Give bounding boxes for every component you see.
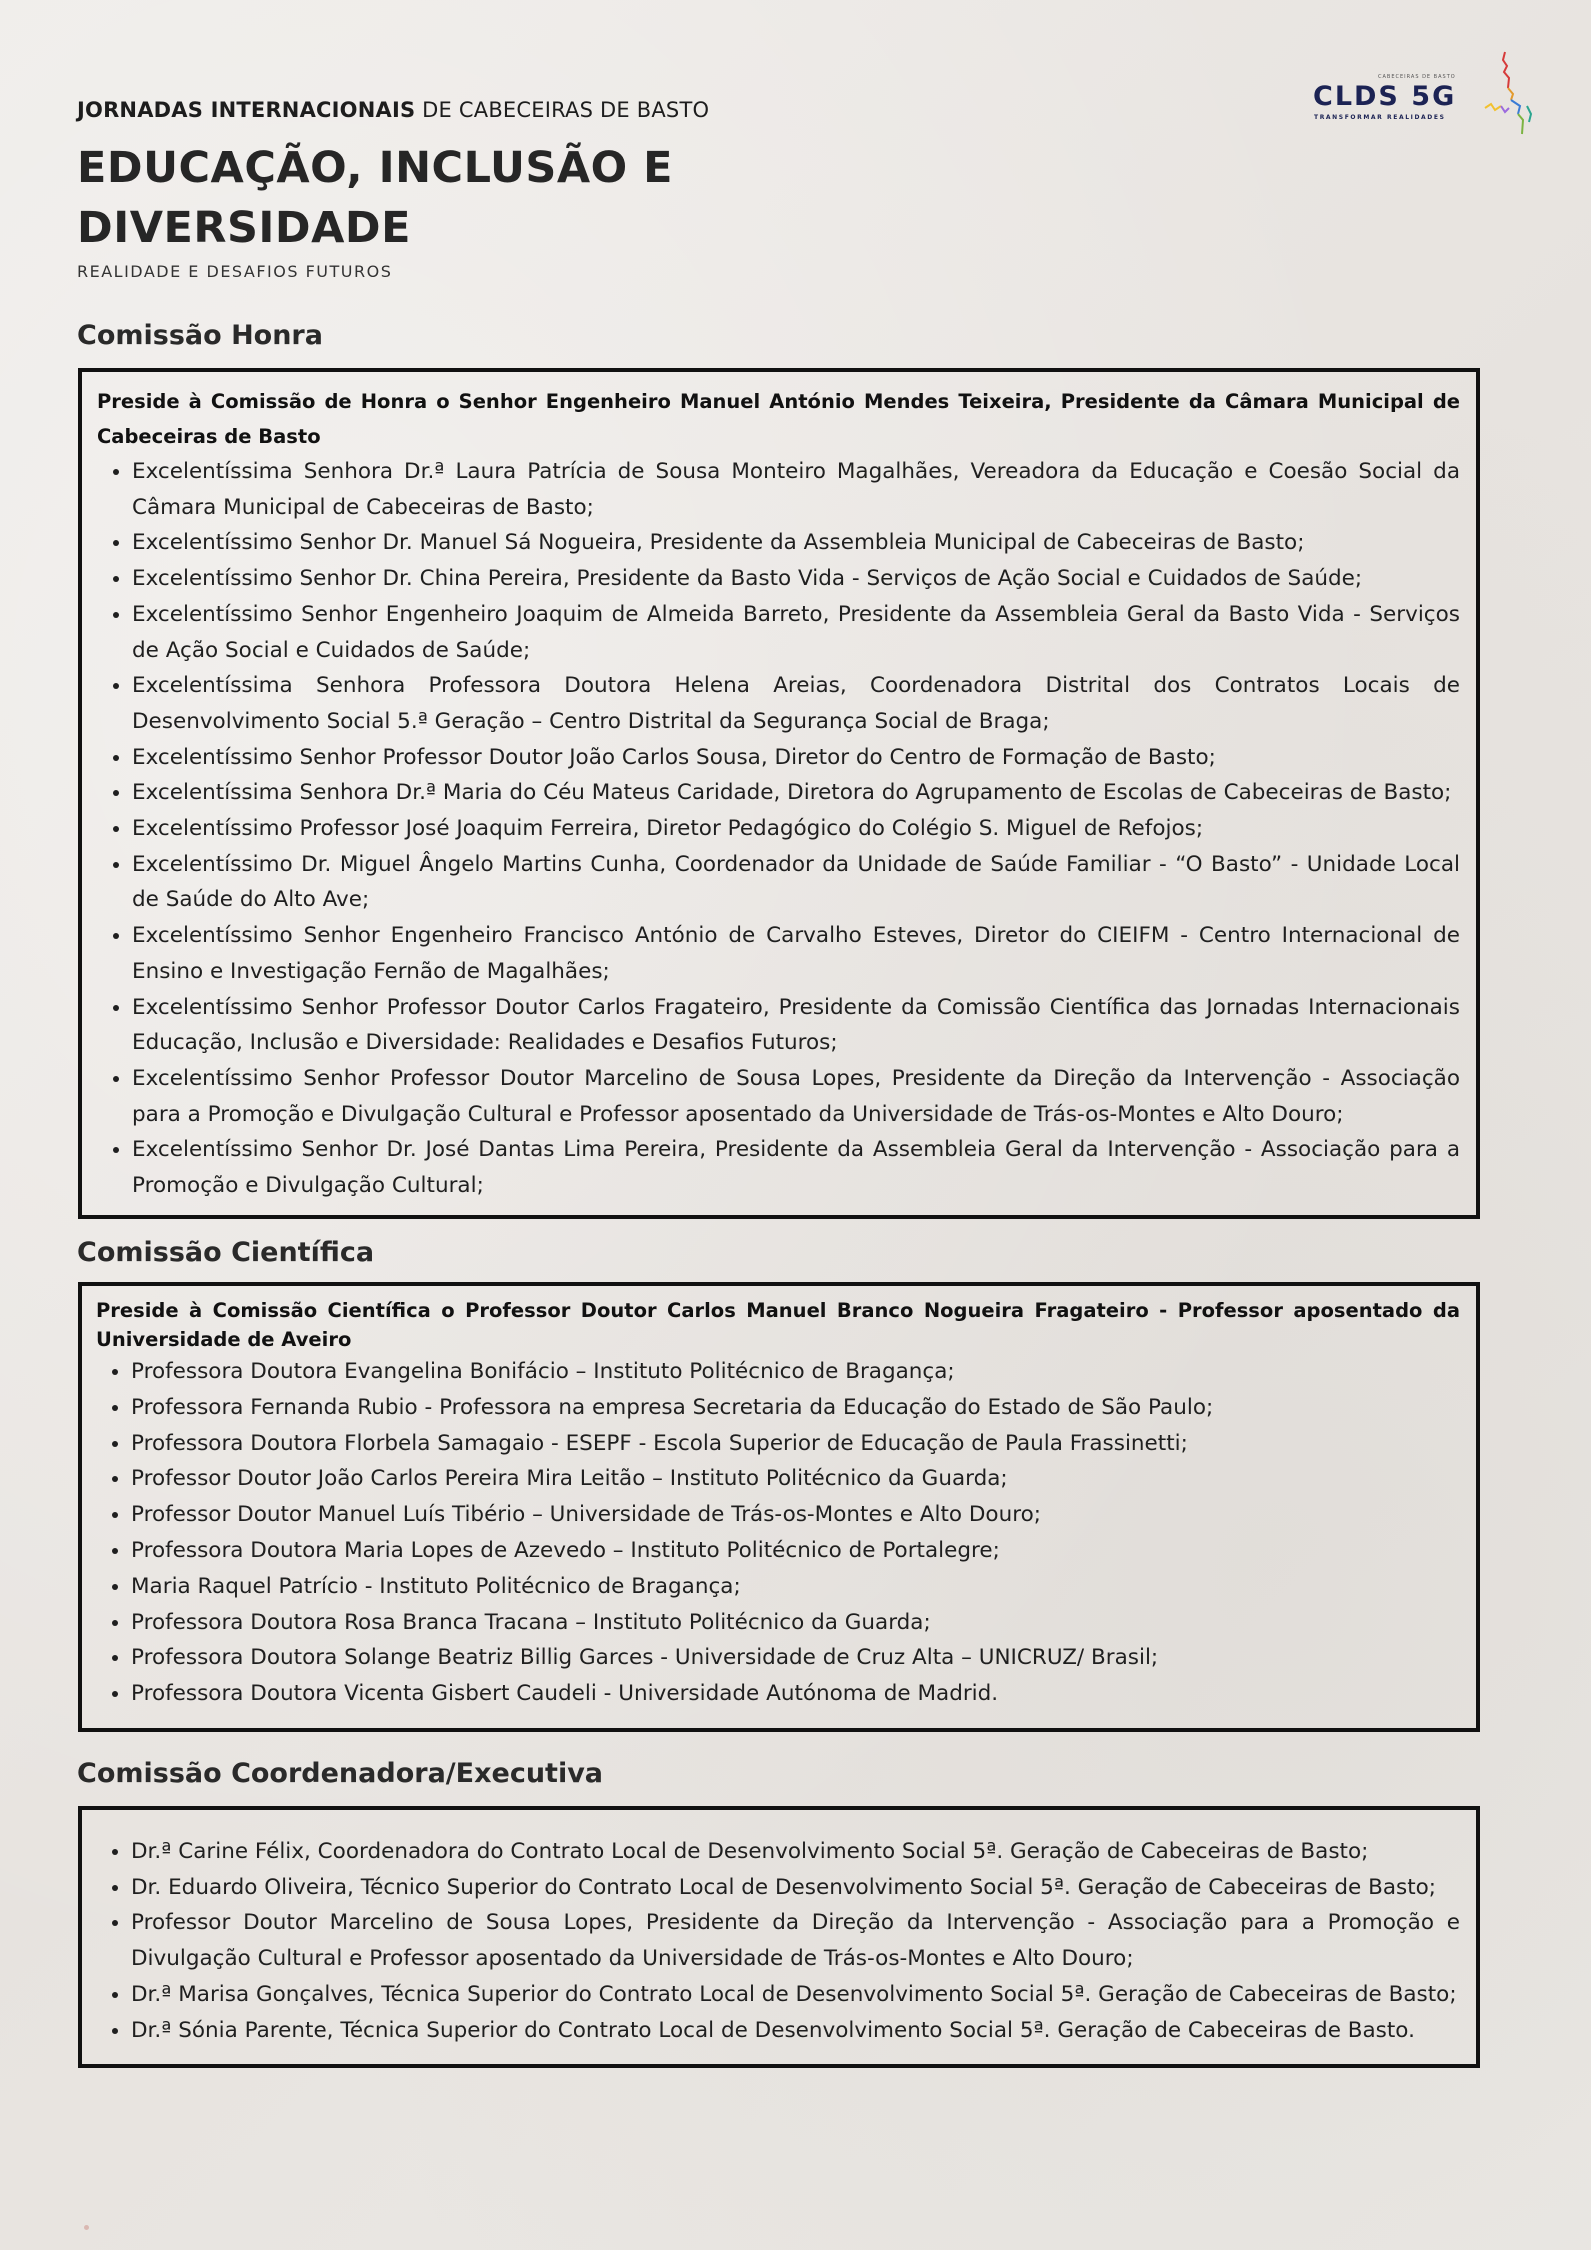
list-item: • Dr. Eduardo Oliveira, Técnico Superior do Contrato Local de Desenvolvimento Social 5ª. Geração de Cabeceiras de Basto; bbox=[131, 1870, 1460, 1906]
cientifica-list bbox=[96, 1354, 1460, 1712]
list-item: • Dr.ª Sónia Parente, Técnica Superior do Contrato Local de Desenvolvimento Social 5ª. Geração de Cabeceiras de Basto. bbox=[131, 2013, 1460, 2049]
list-item: • Excelentíssimo Professor José Joaquim Ferreira, Diretor Pedagógico do Colégio S. Miguel de Refojos; bbox=[132, 811, 1460, 847]
list-item: • Dr.ª Carine Félix, Coordenadora do Contrato Local de Desenvolvimento Social 5ª. Geração de Cabeceiras de Basto; bbox=[131, 1834, 1460, 1870]
logo-map-icon bbox=[1465, 48, 1540, 140]
list-item: • Professor Doutor Marcelino de Sousa Lopes, Presidente da Direção da Intervenção - Associação para a Promoção e Divulgação Cultural e Professor aposentado da Universidade de Trás-os-Montes e Alto Douro; bbox=[131, 1905, 1460, 1976]
page-subtitle: REALIDADE E DESAFIOS FUTUROS bbox=[77, 262, 393, 281]
list-item: • Professor Doutor João Carlos Pereira Mira Leitão – Instituto Politécnico da Guarda; bbox=[131, 1461, 1460, 1497]
list-item: • Excelentíssimo Senhor Professor Doutor Carlos Fragateiro, Presidente da Comissão Científica das Jornadas Internacionais Educação, Inclusão e Diversidade: Realidades e Desafios Futuros; bbox=[132, 990, 1460, 1061]
cientifica-box bbox=[78, 1282, 1480, 1732]
paper-speck bbox=[84, 2225, 89, 2230]
list-item: • Professora Doutora Solange Beatriz Billig Garces - Universidade de Cruz Alta – UNICRUZ/ Brasil; bbox=[131, 1640, 1460, 1676]
list-item: • Maria Raquel Patrício - Instituto Politécnico de Bragança; bbox=[131, 1569, 1460, 1605]
list-item: • Excelentíssima Senhora Dr.ª Laura Patrícia de Sousa Monteiro Magalhães, Vereadora da Educação e Coesão Social da Câmara Municipal de Cabeceiras de Basto; bbox=[132, 454, 1460, 525]
section-title-coordenadora: Comissão Coordenadora/Executiva bbox=[77, 1758, 604, 1789]
list-item: • Excelentíssimo Senhor Dr. Manuel Sá Nogueira, Presidente da Assembleia Municipal de Cabeceiras de Basto; bbox=[132, 525, 1460, 561]
list-item: • Professora Doutora Vicenta Gisbert Caudeli - Universidade Autónoma de Madrid. bbox=[131, 1676, 1460, 1712]
list-item: • Professora Doutora Maria Lopes de Azevedo – Instituto Politécnico de Portalegre; bbox=[131, 1533, 1460, 1569]
honra-list bbox=[97, 454, 1460, 1204]
list-item: • Professora Fernanda Rubio - Professora na empresa Secretaria da Educação do Estado de São Paulo; bbox=[131, 1390, 1460, 1426]
page-title-line-2: DIVERSIDADE bbox=[77, 203, 411, 253]
list-item: • Excelentíssimo Senhor Dr. China Pereira, Presidente da Basto Vida - Serviços de Ação Social e Cuidados de Saúde; bbox=[132, 561, 1460, 597]
list-item: • Excelentíssimo Senhor Dr. José Dantas Lima Pereira, Presidente da Assembleia Geral da Intervenção - Associação para a Promoção e Divulgação Cultural; bbox=[132, 1132, 1460, 1203]
event-eyebrow-bold: JORNADAS INTERNACIONAIS bbox=[77, 98, 416, 122]
list-item: • Excelentíssimo Senhor Engenheiro Francisco António de Carvalho Esteves, Diretor do CIEIFM - Centro Internacional de Ensino e Investigação Fernão de Magalhães; bbox=[132, 918, 1460, 989]
list-item: • Excelentíssimo Senhor Professor Doutor Marcelino de Sousa Lopes, Presidente da Direção da Intervenção - Associação para a Promoção e Divulgação Cultural e Professor aposentado da Universidade de Trás-os-Montes e Alto Douro; bbox=[132, 1061, 1460, 1132]
list-item: • Professora Doutora Rosa Branca Tracana – Instituto Politécnico da Guarda; bbox=[131, 1605, 1460, 1641]
list-item: • Professor Doutor Manuel Luís Tibério – Universidade de Trás-os-Montes e Alto Douro; bbox=[131, 1497, 1460, 1533]
list-item: • Excelentíssimo Dr. Miguel Ângelo Martins Cunha, Coordenador da Unidade de Saúde Familiar - “O Basto” - Unidade Local de Saúde do Alto Ave; bbox=[132, 847, 1460, 918]
list-item: • Professora Doutora Florbela Samagaio - ESEPF - Escola Superior de Educação de Paula Frassinetti; bbox=[131, 1426, 1460, 1462]
logo-tagline: TRANSFORMAR REALIDADES bbox=[1314, 114, 1446, 121]
honra-box bbox=[78, 368, 1480, 1219]
page-title-line-1: EDUCAÇÃO, INCLUSÃO E bbox=[77, 143, 674, 193]
list-item: • Excelentíssima Senhora Professora Doutora Helena Areias, Coordenadora Distrital dos Contratos Locais de Desenvolvimento Social 5.ª Geração – Centro Distrital da Segurança Social de Braga; bbox=[132, 668, 1460, 739]
list-item: • Excelentíssimo Senhor Engenheiro Joaquim de Almeida Barreto, Presidente da Assembleia Geral da Basto Vida - Serviços de Ação Social e Cuidados de Saúde; bbox=[132, 597, 1460, 668]
coordenadora-box bbox=[78, 1806, 1480, 2068]
section-title-cientifica: Comissão Científica bbox=[77, 1237, 375, 1268]
honra-lead: Preside à Comissão de Honra o Senhor Engenheiro Manuel António Mendes Teixeira, Presidente da Câmara Municipal de Cabeceiras de Basto bbox=[97, 390, 1460, 448]
page-title bbox=[77, 138, 837, 258]
list-item: • Dr.ª Marisa Gonçalves, Técnica Superior do Contrato Local de Desenvolvimento Social 5ª. Geração de Cabeceiras de Basto; bbox=[131, 1977, 1460, 2013]
list-item: • Professora Doutora Evangelina Bonifácio – Instituto Politécnico de Bragança; bbox=[131, 1354, 1460, 1390]
cientifica-lead: Preside à Comissão Científica o Professor Doutor Carlos Manuel Branco Nogueira Fragateiro - Professor aposentado da Universidade de Aveiro bbox=[96, 1299, 1460, 1351]
event-eyebrow-rest: DE CABECEIRAS DE BASTO bbox=[415, 98, 710, 122]
event-eyebrow bbox=[77, 98, 709, 122]
logo-small-text: CABECEIRAS DE BASTO bbox=[1378, 74, 1456, 80]
list-item: • Excelentíssimo Senhor Professor Doutor João Carlos Sousa, Diretor do Centro de Formação de Basto; bbox=[132, 740, 1460, 776]
list-item: • Excelentíssima Senhora Dr.ª Maria do Céu Mateus Caridade, Diretora do Agrupamento de Escolas de Cabeceiras de Basto; bbox=[132, 775, 1460, 811]
section-title-honra: Comissão Honra bbox=[77, 320, 323, 351]
logo-main-text: CLDS 5G bbox=[1313, 81, 1457, 112]
coordenadora-list bbox=[96, 1834, 1460, 2048]
clds-logo bbox=[1310, 48, 1540, 140]
